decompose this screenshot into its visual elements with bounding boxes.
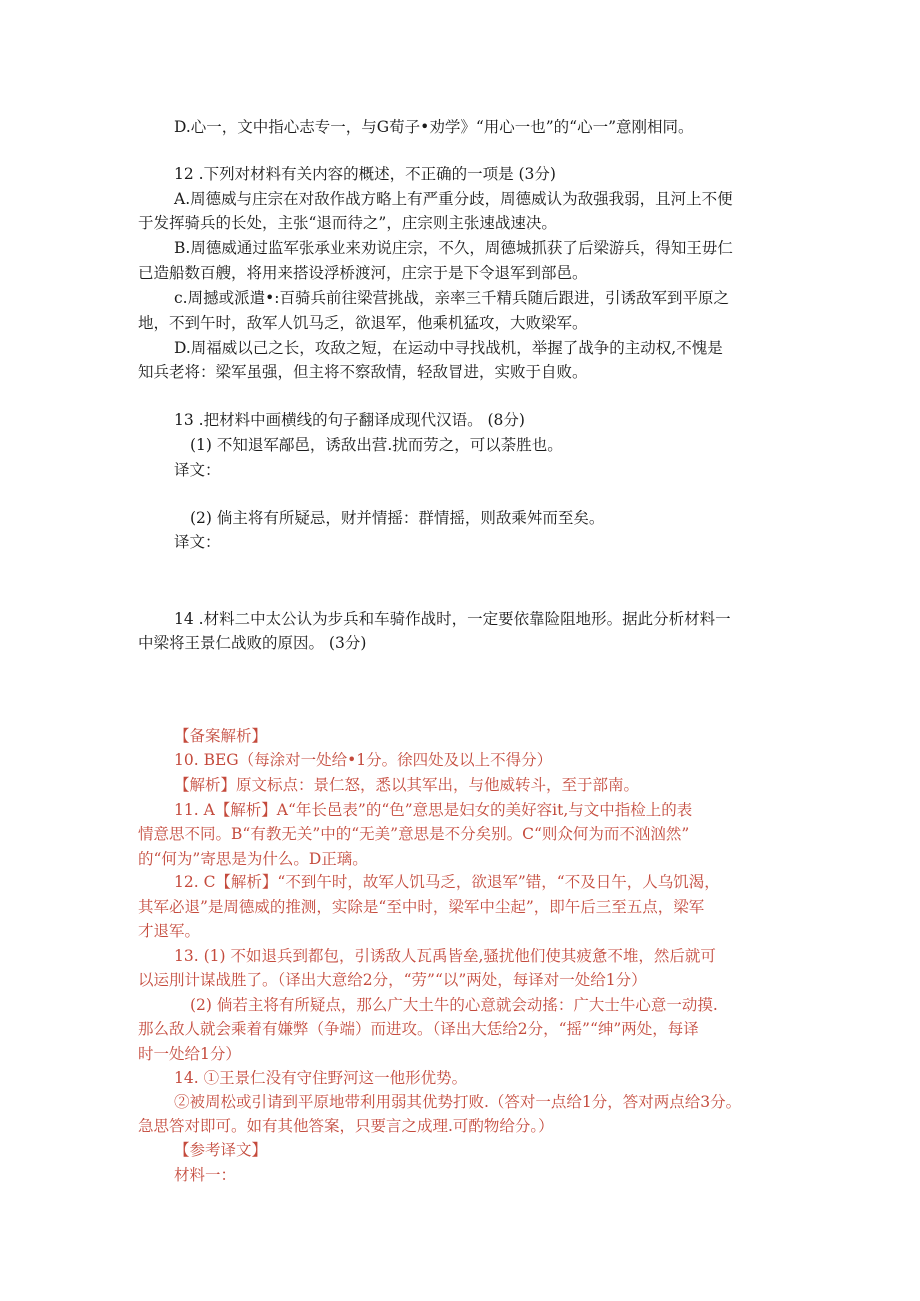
q13-translation-label-2: 译文： <box>174 533 221 551</box>
q12-option-c-line2: 地，不到午时，敌军人饥马乏，欲退军，他乘机猛攻，大败梁军。 <box>138 314 588 332</box>
q12-option-c-line1: c.周撼或派遣•:百骑兵前往梁营挑战，亲率三千精兵随后跟进，引诱敌军到平原之 <box>174 289 729 307</box>
answer-11-line3: 的“何为”寄思是为什么。D正璃。 <box>138 850 368 868</box>
q13-sentence-2: (2) 倘主将有所疑忌，财并情摇：群情摇，则敌乘舛而至矣。 <box>190 509 605 527</box>
answer-section-header: 【备案解析】 <box>174 727 268 745</box>
answer-12-line2: 其军必退”是周德威的推测，实除是“至中时，梁军中尘起”，即午后三至五点，梁军 <box>138 898 705 916</box>
answer-14-line2: ②被周松或引请到平原地带利用弱其优势打败.（答对一点给1分，答对两点给3分。 <box>174 1093 742 1111</box>
answer-12-line3: 才退军。 <box>138 922 201 940</box>
question-12-stem: 12 .下列对材料有关内容的概述，不正确的一项是 (3分) <box>174 165 556 183</box>
reference-material-one: 材料一： <box>174 1166 237 1184</box>
reference-translation-header: 【参考译文】 <box>174 1141 268 1159</box>
option-d: D.心一，文中指心志专一，与G荀子•劝学》“用心一也”的“心一”意刚相同。 <box>174 118 694 136</box>
q13-translation-label-1: 译文： <box>174 461 221 479</box>
q12-option-b-line2: 已造船数百艘，将用来搭设浮桥渡河，庄宗于是下令退军到部邑。 <box>138 264 588 282</box>
answer-11-line2: 情意思不同。B“有教无关”中的“无美”意思是不分矣别。C“则众何为而不汹汹然” <box>138 825 690 843</box>
q12-option-d-line1: D.周福威以己之长，攻敌之短，在运动中寻找战机，举握了战争的主动权,不愧是 <box>174 339 723 357</box>
q13-sentence-1: (1) 不知退军鄗邑，诱敌出营.扰而劳之，可以荼胜也。 <box>190 436 563 454</box>
answer-13-line2: 以运刖计谋战胜了。（译出大意给2分，“劳”“以”两处，每译对一处给1分） <box>138 971 647 989</box>
answer-13-line1: 13. (1) 不如退兵到都包，引诱敌人瓦禹皆垒,骚扰他们使其疲惫不堆，然后就可 <box>174 947 716 965</box>
q12-option-a-line1: A.周德威与庄宗在对敌作战方略上有严重分歧，周德威认为敌强我弱，且河上不便 <box>174 190 733 208</box>
answer-14-line3: 急思答对即可。如有其他答案，只要言之成理.可酌物给分。） <box>138 1117 554 1135</box>
answer-13-line4: 那么敌人就会乘着有嫌弊（争端）而进攻。（译出大恁给2分，“摇”“绅”两处，每译 <box>138 1020 699 1038</box>
q12-option-a-line2: 于发挥骑兵的长处，主张“退而待之”，庄宗则主张速战速决。 <box>138 214 557 232</box>
answer-10: 10. BEG（每涂对一处给•1分。徐四处及以上不得分） <box>174 751 553 769</box>
q12-option-b-line1: B.周德威通过监军张承业来劝说庄宗，不久，周德城抓获了后梁游兵，得知王毋仁 <box>174 239 733 257</box>
question-14-line1: 14 .材料二中太公认为步兵和车骑作战时，一定要依靠险阻地形。据此分析材料一 <box>174 610 731 628</box>
answer-12-line1: 12. C【解析】“不到午时，故军人饥马乏，欲退军”错，“不及日午，人乌饥渴， <box>174 873 720 891</box>
question-13-stem: 13 .把材料中画横线的句子翻译成现代汉语。 (8分) <box>174 411 525 429</box>
answer-13-line3: (2) 倘若主将有所疑点，那么广大土牛的心意就会动搖：广大士牛心意一动摸. <box>190 996 718 1014</box>
q12-option-d-line2: 知兵老将：梁军虽强，但主将不察敌情，轻敌冒进，实败于自败。 <box>138 363 588 381</box>
question-14-line2: 中梁将王景仁战败的原因。 (3分) <box>138 634 367 652</box>
answer-13-line5: 时一处给1分） <box>138 1045 241 1063</box>
answer-14-line1: 14. ①王景仁没有守住野河这一他形优势。 <box>174 1069 468 1087</box>
answer-10-explanation: 【解析】原文标点：景仁怒，悉以其军出，与他威转斗，至于部南。 <box>174 776 640 794</box>
answer-11-line1: 11. A【解析】A“年长邑表”的“色”意思是妇女的美好容it,与文中指检上的表 <box>174 801 693 819</box>
